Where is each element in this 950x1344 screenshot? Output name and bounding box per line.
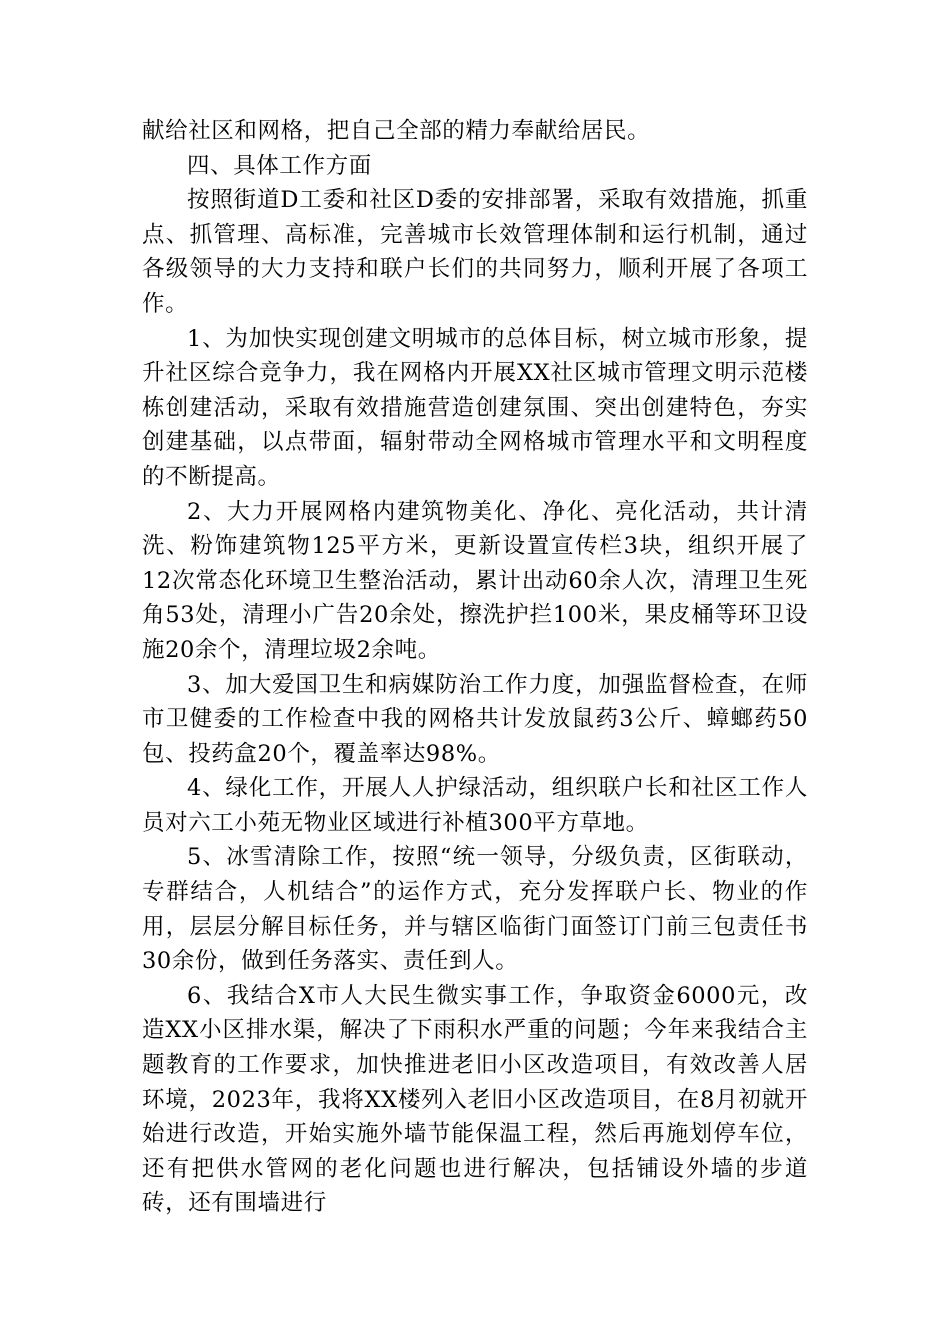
paragraph-item-5: 5、冰雪清除工作，按照“统一领导，分级负责，区街联动，专群结合，人机结合”的运作方式，充分发挥联户长、物业的作用，层层分解目标任务，并与辖区临街门面签订门前三包责任书30余份，做到任务落实、责任到人。 bbox=[142, 844, 808, 975]
paragraph-item-1: 1、为加快实现创建文明城市的总体目标，树立城市形象，提升社区综合竞争力，我在网格内开展XX社区城市管理文明示范楼栋创建活动，采取有效措施营造创建氛围、突出创建特色，夯实创建基础，以点带面，辐射带动全网格城市管理水平和文明程度的不断提高。 bbox=[142, 325, 808, 490]
section-heading: 四、具体工作方面 bbox=[187, 152, 372, 179]
paragraph-continued: 献给社区和网格，把自己全部的精力奉献给居民。 bbox=[142, 118, 651, 144]
paragraph-item-4: 4、绿化工作，开展人人护绿活动，组织联户长和社区工作人员对六工小苑无物业区域进行补植300平方草地。 bbox=[142, 775, 808, 836]
document-body bbox=[142, 114, 808, 1221]
paragraph-intro: 按照街道D工委和社区D委的安排部署，采取有效措施，抓重点、抓管理、高标准，完善城市长效管理体制和运行机制，通过各级领导的大力支持和联户长们的共同努力，顺利开展了各项工作。 bbox=[142, 187, 808, 317]
paragraph-item-2: 2、大力开展网格内建筑物美化、净化、亮化活动，共计清洗、粉饰建筑物125平方米，更新设置宣传栏3块，组织开展了12次常态化环境卫生整治活动，累计出动60余人次，清理卫生死角53处，清理小广告20余处，擦洗护拦100米，果皮桶等环卫设施20余个，清理垃圾2余吨。 bbox=[142, 498, 808, 663]
paragraph-item-3: 3、加大爱国卫生和病媒防治工作力度，加强监督检查，在师市卫健委的工作检查中我的网格共计发放鼠药3公斤、蟑螂药50包、投药盒20个，覆盖率达98%。 bbox=[142, 671, 808, 767]
paragraph-item-6: 6、我结合X市人大民生微实事工作，争取资金6000元，改造XX小区排水渠，解决了下雨积水严重的问题；今年来我结合主题教育的工作要求，加快推进老旧小区改造项目，有效改善人居环境，2023年，我将XX楼列入老旧小区改造项目，在8月初就开始进行改造，开始实施外墙节能保温工程，然后再施划停车位，还有把供水管网的老化问题也进行解决，包括铺设外墙的步道砖，还有围墙进行 bbox=[142, 982, 808, 1217]
